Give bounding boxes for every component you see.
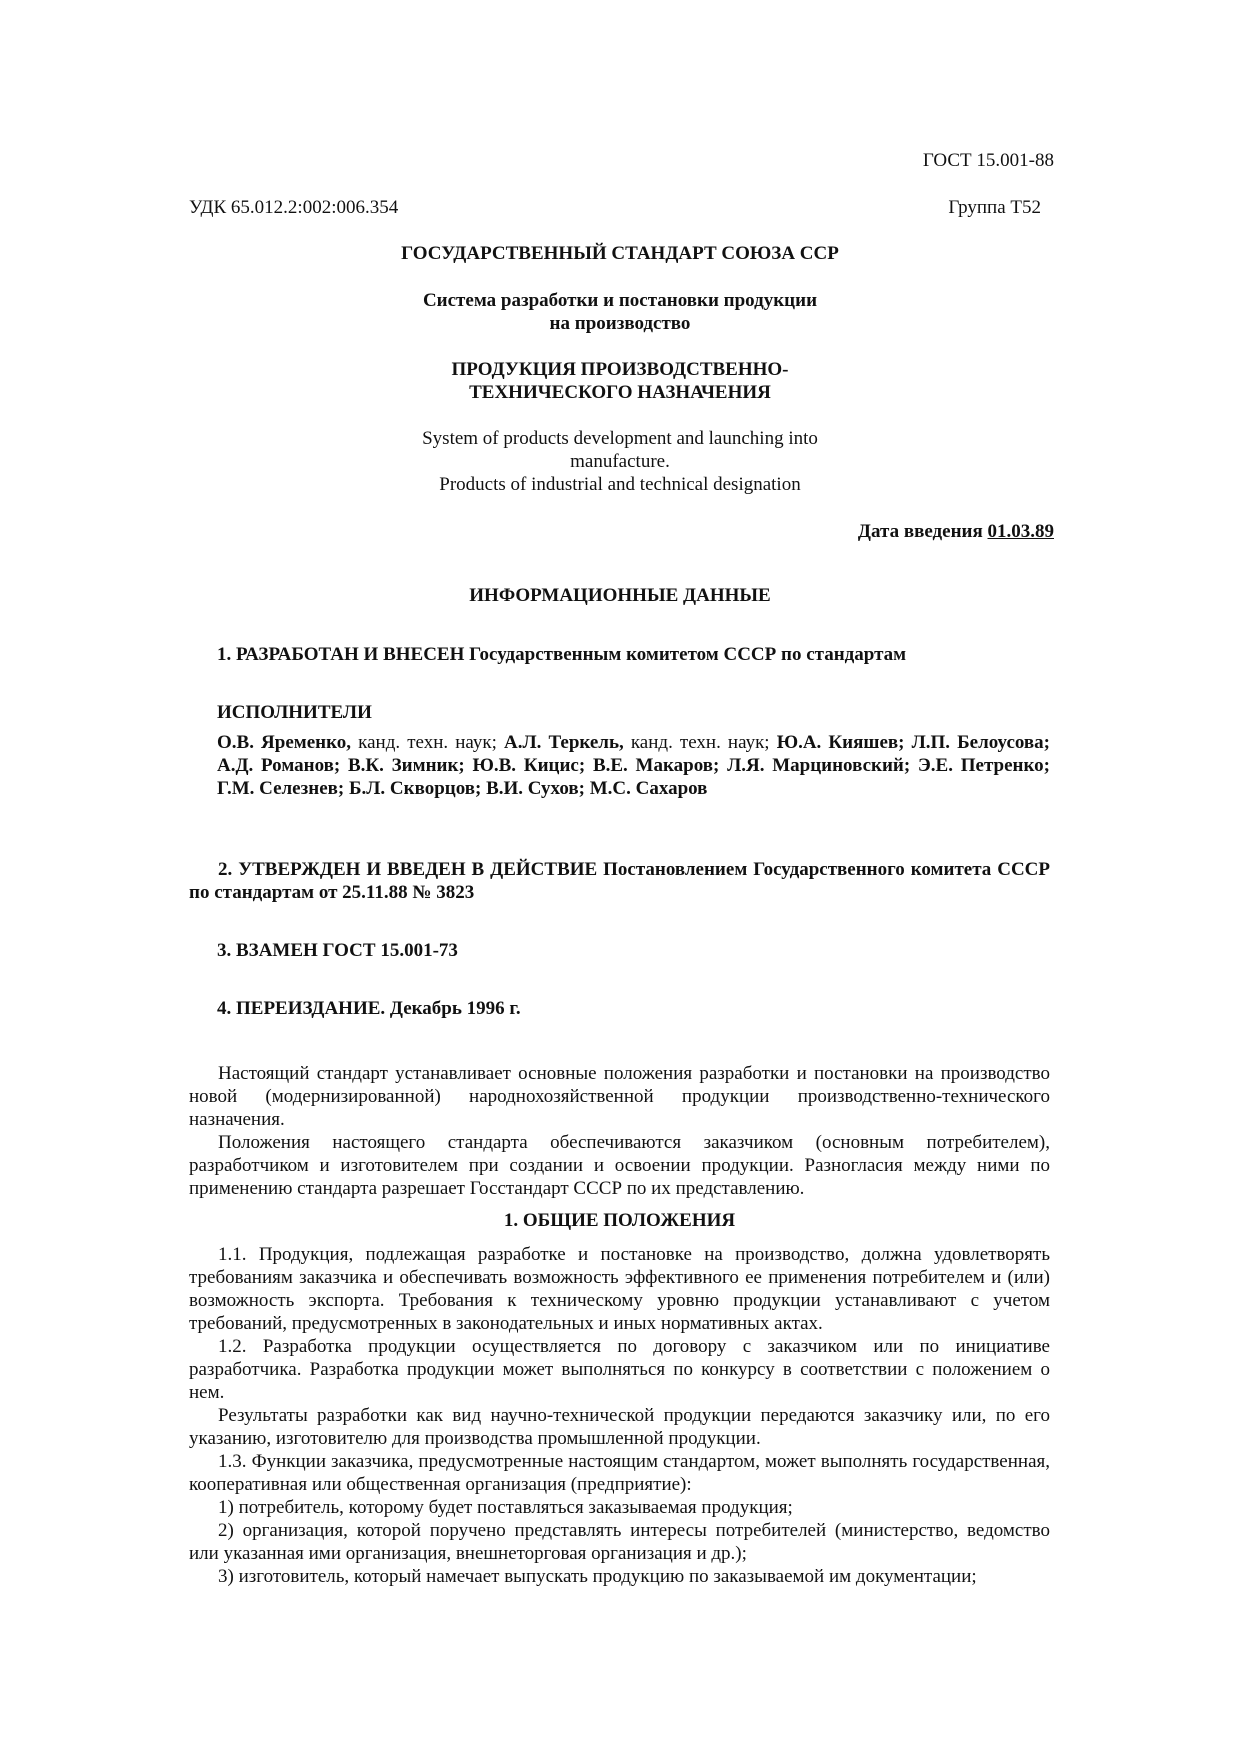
list-item: 2) организация, которой поручено представлять интересы потребителей (министерство, ведомство или указанная ими организация, внешнеторговая организация и др.);: [189, 1520, 1050, 1564]
standard-body: [189, 1062, 1050, 1588]
paragraph: Настоящий стандарт устанавливает основные положения разработки и постановки на производство новой (модернизированной) народнохозяйственной продукции производственно-технического назначения.: [189, 1063, 1050, 1130]
clause-1-2: 1.2. Разработка продукции осуществляется по договору с заказчиком или по инициативе разработчика. Разработка продукции может выполняться по конкурсу в соответствии с положением о нем.: [189, 1336, 1050, 1403]
intro-date-value: 01.03.89: [987, 521, 1054, 542]
executors-list: [217, 731, 1050, 800]
paragraph: Результаты разработки как вид научно-технической продукции передаются заказчику или, по его указанию, изготовителю для производства промышленной продукции.: [189, 1405, 1050, 1449]
executor-name: О.В. Яременко,: [217, 732, 352, 753]
section-heading: 1. ОБЩИЕ ПОЛОЖЕНИЯ: [503, 1210, 736, 1231]
clause-1-1: 1.1. Продукция, подлежащая разработке и постановке на производство, должна удовлетворять требованиям заказчика и обеспечивать возможность эффективного ее применения потребителем и (или) возможность экспорта. Требования к техническому уровню продукции устанавливают с учетом требований, предусмотренных в законодательных и иных нормативных актах.: [189, 1244, 1050, 1334]
system-title: [360, 289, 880, 335]
group-code: Группа Т52: [948, 197, 1041, 218]
info-item-4: 4. ПЕРЕИЗДАНИЕ. Декабрь 1996 г.: [217, 998, 521, 1019]
executor-degree: канд. техн. наук;: [623, 732, 777, 753]
intro-date-label: Дата введения: [857, 521, 988, 542]
system-title-line1: Система разработки и постановки продукции: [422, 290, 818, 311]
english-title-line2: manufacture.: [570, 451, 670, 472]
executor-degree: канд. техн. наук;: [351, 732, 504, 753]
state-standard-title: ГОСУДАРСТВЕННЫЙ СТАНДАРТ СОЮЗА ССР: [401, 243, 839, 264]
product-title: [360, 358, 880, 404]
executor-names-rest: Ю.А. Кияшев; Л.П. Белоусова; А.Д. Романов; В.К. Зимник; Ю.В. Кицис; В.Е. Макаров; Л.Я. Марциновский; Э.Е. Петренко; Г.М. Селезнев; Б.Л. Скворцов; В.И. Сухов; М.С. Сахаров: [217, 732, 1050, 799]
info-item-2: 2. УТВЕРЖДЕН И ВВЕДЕН В ДЕЙСТВИЕ Постановлением Государственного комитета СССР по стандартам от 25.11.88 № 3823: [189, 859, 1050, 903]
info-item-3: 3. ВЗАМЕН ГОСТ 15.001-73: [217, 940, 458, 961]
clause-1-3: 1.3. Функции заказчика, предусмотренные настоящим стандартом, может выполнять государственная, кооперативная или общественная организация (предприятие):: [189, 1451, 1050, 1495]
info-heading: ИНФОРМАЦИОННЫЕ ДАННЫЕ: [469, 585, 771, 606]
intro-date: [858, 520, 1054, 543]
udk-code: УДК 65.012.2:002:006.354: [189, 197, 399, 218]
english-title-line1: System of products development and launching into: [422, 428, 818, 449]
list-item: 1) потребитель, которому будет поставляться заказываемая продукция;: [218, 1497, 793, 1518]
info-item-1: 1. РАЗРАБОТАН И ВНЕСЕН Государственным комитетом СССР по стандартам: [217, 644, 907, 665]
executor-name: А.Л. Теркель,: [503, 732, 624, 753]
english-title-line3: Products of industrial and technical designation: [439, 474, 801, 495]
product-title-line1: ПРОДУКЦИЯ ПРОИЗВОДСТВЕННО-: [451, 359, 789, 380]
executors-heading: ИСПОЛНИТЕЛИ: [217, 702, 372, 723]
english-title: [360, 427, 880, 496]
gost-number: ГОСТ 15.001-88: [922, 150, 1054, 171]
product-title-line2: ТЕХНИЧЕСКОГО НАЗНАЧЕНИЯ: [469, 382, 771, 403]
paragraph: Положения настоящего стандарта обеспечиваются заказчиком (основным потребителем), разработчиком и изготовителем при создании и освоении продукции. Разногласия между ними по применению стандарта разрешает Госстандарт СССР по их представлению.: [189, 1132, 1050, 1199]
list-item: 3) изготовитель, который намечает выпускать продукцию по заказываемой им документации;: [218, 1566, 977, 1587]
system-title-line2: на производство: [549, 313, 691, 334]
